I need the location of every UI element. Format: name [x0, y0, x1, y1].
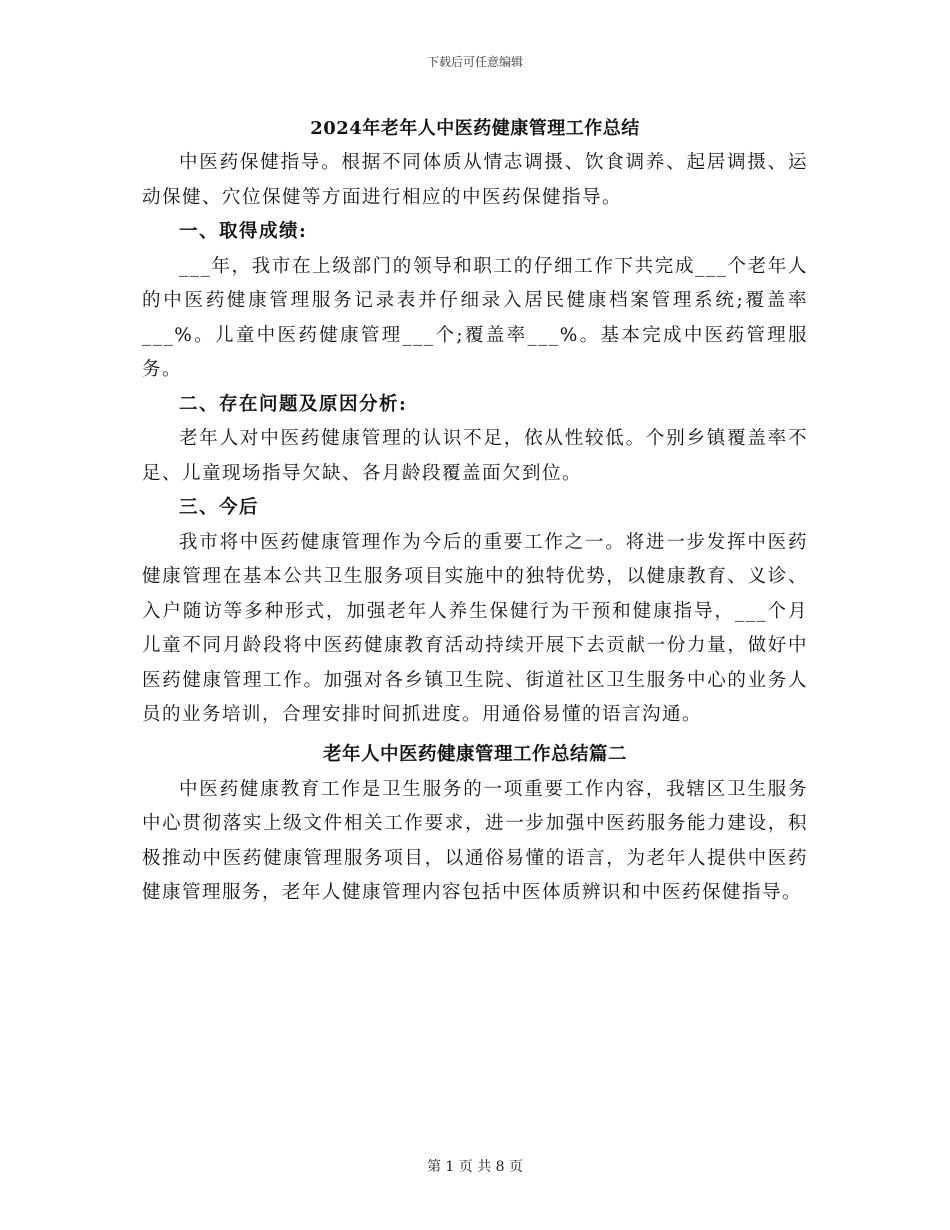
header-note: 下载后可任意编辑	[426, 55, 523, 69]
intro-paragraph: 中医药保健指导。根据不同体质从情志调摄、饮食调养、起居调摄、运动保健、穴位保健等方面进行相应的中医药保健指导。	[142, 152, 808, 208]
section1-paragraph: ___年，我市在上级部门的领导和职工的仔细工作下共完成___个老年人的中医药健康管理服务记录表并仔细录入居民健康档案管理系统;覆盖率___%。儿童中医药健康管理___个;覆盖率___%。基本完成中医药管理服务。	[142, 255, 808, 380]
section2-heading: 二、存在问题及原因分析:	[179, 393, 408, 415]
part2-title: 老年人中医药健康管理工作总结篇二	[322, 743, 627, 765]
section3-paragraph: 我市将中医药健康管理作为今后的重要工作之一。将进一步发挥中医药健康管理在基本公共卫生服务项目实施中的独特优势，以健康教育、义诊、入户随访等多种形式，加强老年人养生保健行为干预和健康指导，___个月儿童不同月龄段将中医药健康教育活动持续开展下去贡献一份力量，做好中医药健康管理工作。加强对各乡镇卫生院、街道社区卫生服务中心的业务人员的业务培训，合理安排时间抓进度。用通俗易懂的语言沟通。	[142, 531, 808, 725]
page-footer: 第 1 页 共 8 页	[426, 1159, 524, 1175]
document-body	[142, 112, 808, 911]
part2-paragraph: 中医药健康教育工作是卫生服务的一项重要工作内容，我辖区卫生服务中心贯彻落实上级文件相关工作要求，进一步加强中医药服务能力建设，积极推动中医药健康管理服务项目，以通俗易懂的语言，为老年人提供中医药健康管理服务，老年人健康管理内容包括中医体质辨识和中医药保健指导。	[142, 778, 808, 903]
section1-heading: 一、取得成绩:	[179, 221, 308, 242]
section2-paragraph: 老年人对中医药健康管理的认识不足，依从性较低。个别乡镇覆盖率不足、儿童现场指导欠缺、各月龄段覆盖面欠到位。	[142, 428, 808, 484]
document-title: 2024年老年人中医药健康管理工作总结	[310, 118, 640, 139]
section3-heading: 三、今后	[179, 497, 260, 518]
